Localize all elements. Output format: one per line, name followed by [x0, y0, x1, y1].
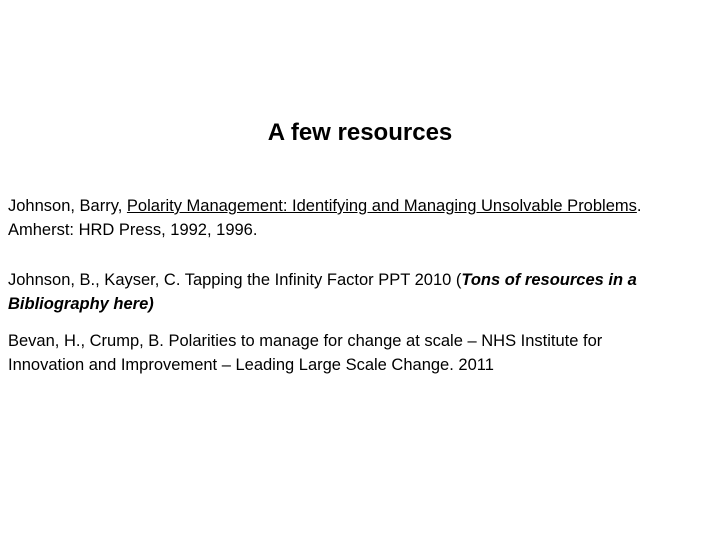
slide-title: A few resources [267, 119, 453, 146]
reference-punctuation: . [636, 197, 642, 215]
reference-johnson-kayser [8, 268, 714, 316]
reference-authors: Johnson, Barry, [8, 197, 127, 215]
reference-johnson-barry [8, 194, 714, 242]
reference-line [8, 268, 714, 292]
reference-book-title: Polarity Management: Identifying and Managing Unsolvable Problems [126, 197, 637, 215]
reference-line [8, 194, 714, 218]
reference-bevan-crump [8, 329, 714, 377]
reference-line-1: Bevan, H., Crump, B. Polarities to manage for change at scale – NHS Institute for [8, 332, 603, 350]
reference-publisher: Amherst: HRD Press, 1992, 1996. [8, 221, 258, 239]
reference-note: Tons of resources in a [461, 271, 637, 289]
reference-line-2: Innovation and Improvement – Leading Large Scale Change. 2011 [8, 356, 494, 374]
reference-citation: Johnson, B., Kayser, C. Tapping the Infinity Factor PPT 2010 ( [8, 271, 462, 289]
reference-note-continued: Bibliography here) [8, 295, 154, 313]
